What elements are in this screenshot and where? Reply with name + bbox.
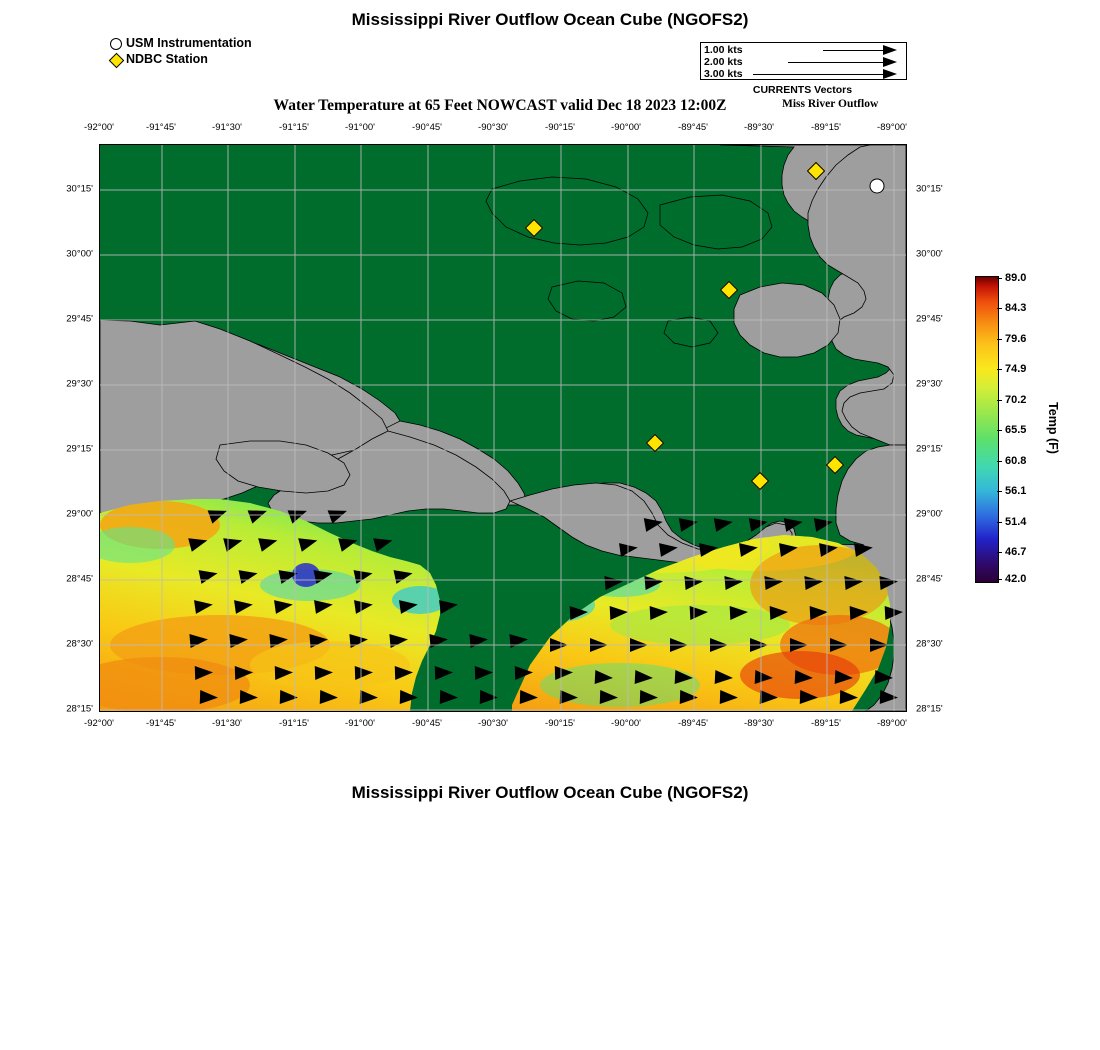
vector-key-row-1 <box>701 44 906 56</box>
lon-tick-bottom: -89°00' <box>877 718 907 729</box>
lon-tick-top: -89°30' <box>744 122 774 133</box>
vector-key-row-3 <box>701 68 906 80</box>
colorbar-title: Temp (F) <box>1046 402 1060 454</box>
legend-item-usm <box>108 36 252 51</box>
lon-tick-bottom: -90°00' <box>611 718 641 729</box>
lat-tick-left: 29°30' <box>66 378 93 390</box>
colorbar-tick: 70.2 <box>1005 394 1027 406</box>
overlay-label: Miss River Outflow <box>782 98 879 110</box>
vector-shaft-icon <box>788 62 883 63</box>
lon-tick-bottom: -91°00' <box>345 718 375 729</box>
lat-tick-left: 29°00' <box>66 508 93 520</box>
map-canvas[interactable] <box>100 145 906 711</box>
lon-tick-top: -89°45' <box>678 122 708 133</box>
vector-shaft-icon <box>753 74 883 75</box>
circle-marker-icon <box>108 36 126 51</box>
lon-tick-bottom: -89°30' <box>744 718 774 729</box>
colorbar-tick: 56.1 <box>1005 485 1027 497</box>
vector-key-caption: CURRENTS Vectors <box>752 84 853 96</box>
legend-label-usm: USM Instrumentation <box>126 36 252 50</box>
vector-key-row-2 <box>701 56 906 68</box>
lon-tick-top: -90°45' <box>412 122 442 133</box>
vector-key-label-2: 2.00 kts <box>704 56 743 68</box>
lon-tick-top: -92°00' <box>84 122 114 133</box>
colorbar-gradient <box>975 276 999 583</box>
colorbar-tick: 79.6 <box>1005 333 1027 345</box>
vector-shaft-icon <box>823 50 883 51</box>
lat-tick-right: 28°30' <box>916 638 943 650</box>
lon-tick-top: -91°00' <box>345 122 375 133</box>
vector-arrowhead-icon <box>883 57 897 67</box>
map-panel[interactable] <box>99 144 907 712</box>
lat-tick-left: 28°30' <box>66 638 93 650</box>
lat-tick-right: 28°45' <box>916 573 943 585</box>
lon-tick-bottom: -91°45' <box>146 718 176 729</box>
vector-key-label-3: 3.00 kts <box>704 68 743 80</box>
page-title: Mississippi River Outflow Ocean Cube (NGOFS2) <box>351 10 749 29</box>
lat-tick-right: 28°15' <box>916 703 943 715</box>
lat-tick-right: 30°00' <box>916 248 943 260</box>
colorbar-tick: 74.9 <box>1005 363 1027 375</box>
lat-tick-left: 30°00' <box>66 248 93 260</box>
lat-tick-right: 30°15' <box>916 183 943 195</box>
lat-tick-left: 28°15' <box>66 703 93 715</box>
lon-tick-bottom: -91°30' <box>212 718 242 729</box>
lon-tick-top: -89°00' <box>877 122 907 133</box>
colorbar-tick: 46.7 <box>1005 546 1027 558</box>
currents-vector-key <box>700 42 907 80</box>
legend-item-ndbc <box>108 52 252 67</box>
lon-tick-top: -89°15' <box>811 122 841 133</box>
lon-tick-top: -90°30' <box>478 122 508 133</box>
vector-arrowhead-icon <box>883 45 897 55</box>
colorbar-tick: 51.4 <box>1005 516 1027 528</box>
lat-tick-left: 29°15' <box>66 443 93 455</box>
lon-tick-bottom: -90°30' <box>478 718 508 729</box>
map-station-usm[interactable] <box>870 179 885 194</box>
lon-tick-top: -91°15' <box>279 122 309 133</box>
diamond-marker-icon <box>108 52 126 67</box>
lat-tick-left: 29°45' <box>66 313 93 325</box>
colorbar-tick: 60.8 <box>1005 455 1027 467</box>
lon-tick-top: -90°00' <box>611 122 641 133</box>
lat-tick-right: 29°15' <box>916 443 943 455</box>
lat-tick-right: 29°45' <box>916 313 943 325</box>
lat-tick-left: 28°45' <box>66 573 93 585</box>
colorbar-tick: 84.3 <box>1005 302 1027 314</box>
lon-tick-top: -91°30' <box>212 122 242 133</box>
bottom-title: Mississippi River Outflow Ocean Cube (NGOFS2) <box>351 783 749 802</box>
lon-tick-bottom: -90°45' <box>412 718 442 729</box>
vector-key-label-1: 1.00 kts <box>704 44 743 56</box>
lon-tick-bottom: -91°15' <box>279 718 309 729</box>
lon-tick-bottom: -90°15' <box>545 718 575 729</box>
vector-arrowhead-icon <box>883 69 897 79</box>
legend-label-ndbc: NDBC Station <box>126 52 208 66</box>
map-subtitle: Water Temperature at 65 Feet NOWCAST valid Dec 18 2023 12:00Z <box>273 97 727 114</box>
station-legend <box>108 36 252 68</box>
lon-tick-bottom: -92°00' <box>84 718 114 729</box>
colorbar-tick: 65.5 <box>1005 424 1027 436</box>
lat-tick-right: 29°30' <box>916 378 943 390</box>
colorbar-tick: 89.0 <box>1005 272 1027 284</box>
lon-tick-top: -91°45' <box>146 122 176 133</box>
lat-tick-right: 29°00' <box>916 508 943 520</box>
lon-tick-top: -90°15' <box>545 122 575 133</box>
lat-tick-left: 30°15' <box>66 183 93 195</box>
lon-tick-bottom: -89°15' <box>811 718 841 729</box>
lon-tick-bottom: -89°45' <box>678 718 708 729</box>
colorbar-tick: 42.0 <box>1005 573 1027 585</box>
